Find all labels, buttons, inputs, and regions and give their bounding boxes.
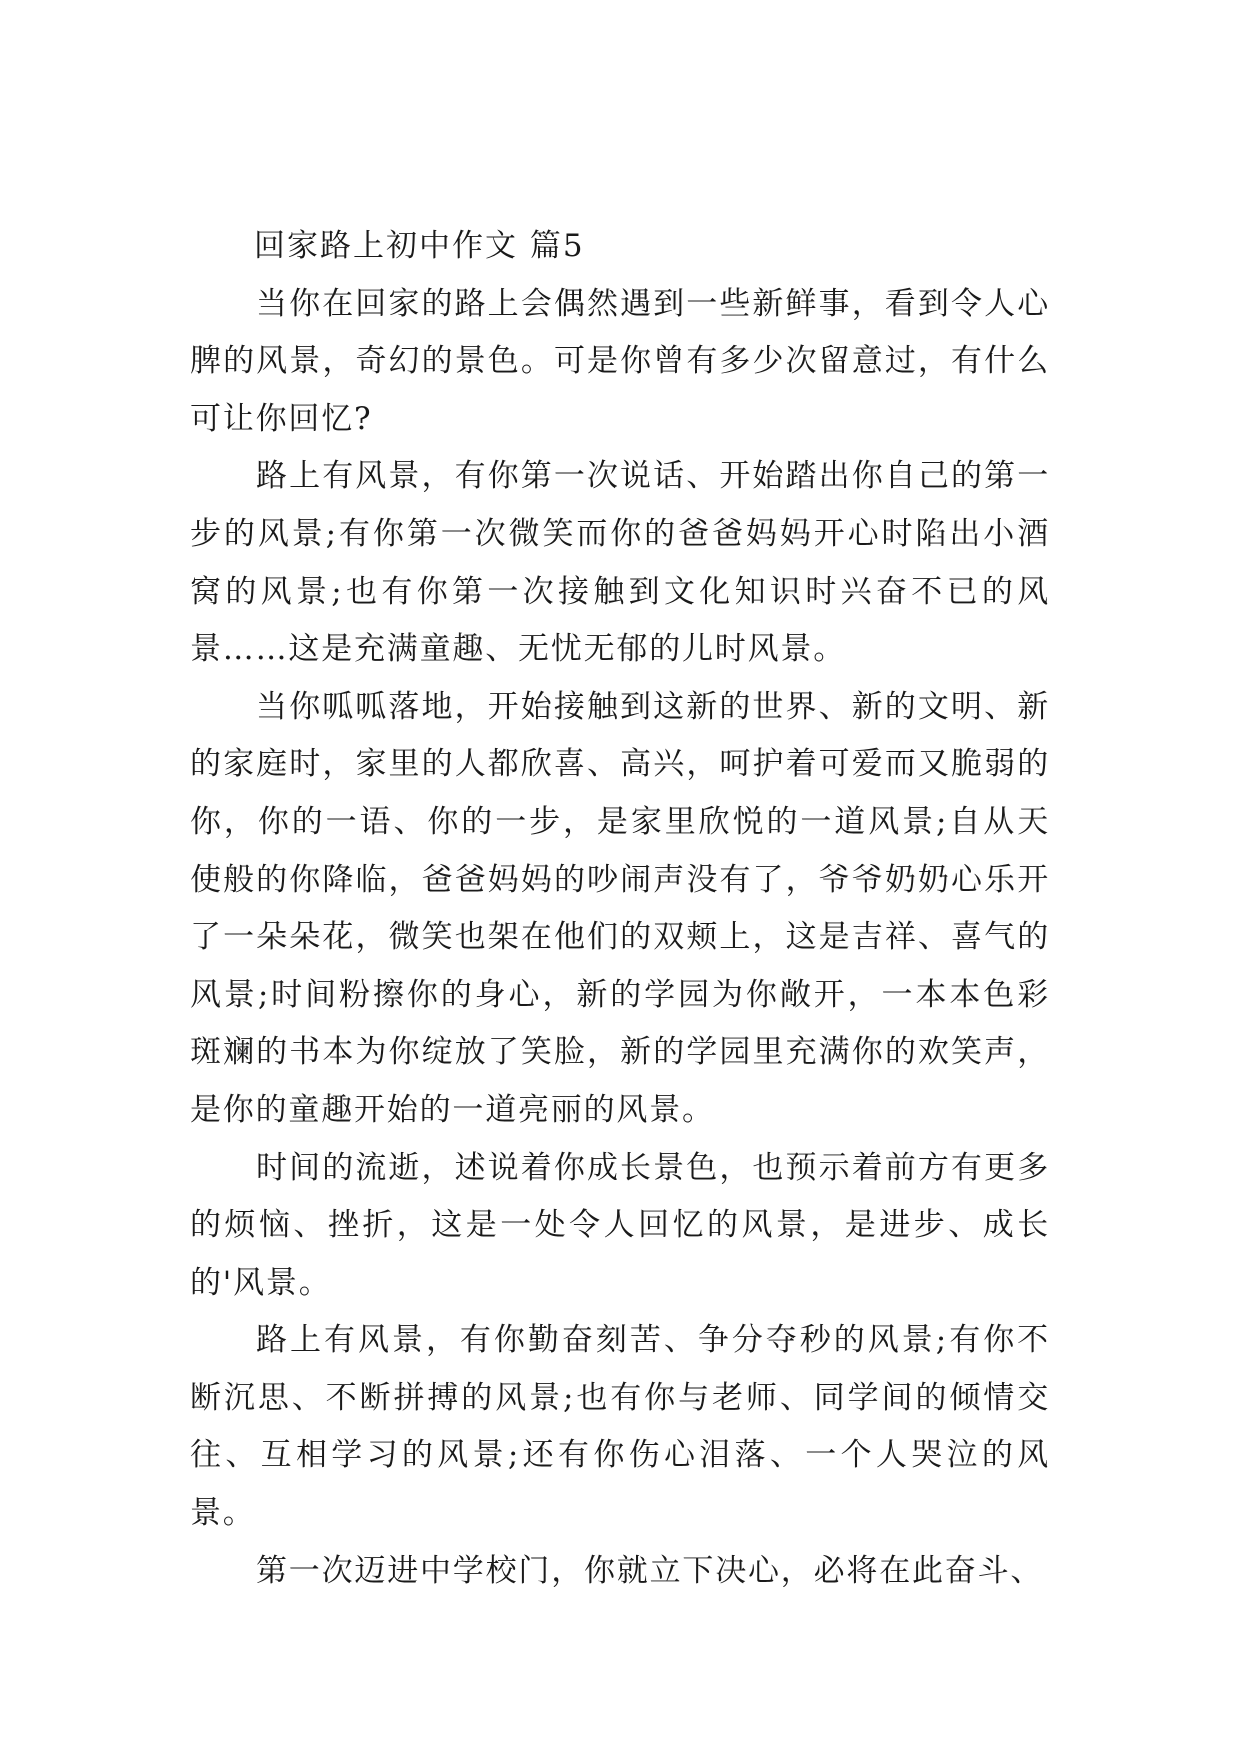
paragraph-6: 第一次迈进中学校门，你就立下决心，必将在此奋斗、 xyxy=(256,1552,1044,1589)
paragraph-4: 时间的流逝，述说着你成长景色，也预示着前方有更多的烦恼、挫折，这是一处令人回忆的风景，是进步、成长的'风景。 xyxy=(190,1149,1050,1301)
essay-title: 回家路上初中作文 篇5 xyxy=(254,228,585,264)
document-body xyxy=(190,218,1050,1600)
paragraph-1: 当你在回家的路上会偶然遇到一些新鲜事，看到令人心脾的风景，奇幻的景色。可是你曾有多少次留意过，有什么可让你回忆? xyxy=(190,285,1050,437)
paragraph-5: 路上有风景，有你勤奋刻苦、争分夺秒的风景;有你不断沉思、不断拼搏的风景;也有你与老师、同学间的倾情交往、互相学习的风景;还有你伤心泪落、一个人哭泣的风景。 xyxy=(190,1322,1050,1532)
paragraph-3: 当你呱呱落地，开始接触到这新的世界、新的文明、新的家庭时，家里的人都欣喜、高兴，呵护着可爱而又脆弱的你，你的一语、你的一步，是家里欣悦的一道风景;自从天使般的你降临，爸爸妈妈的吵闹声没有了，爷爷奶奶心乐开了一朵朵花，微笑也架在他们的双颊上，这是吉祥、喜气的风景;时间粉擦你的身心，新的学园为你敞开，一本本色彩斑斓的书本为你绽放了笑脸，新的学园里充满你的欢笑声，是你的童趣开始的一道亮丽的风景。 xyxy=(190,688,1050,1128)
paragraph-2: 路上有风景，有你第一次说话、开始踏出你自己的第一步的风景;有你第一次微笑而你的爸爸妈妈开心时陷出小酒窝的风景;也有你第一次接触到文化知识时兴奋不已的风景……这是充满童趣、无忧无郁的儿时风景。 xyxy=(190,458,1050,668)
